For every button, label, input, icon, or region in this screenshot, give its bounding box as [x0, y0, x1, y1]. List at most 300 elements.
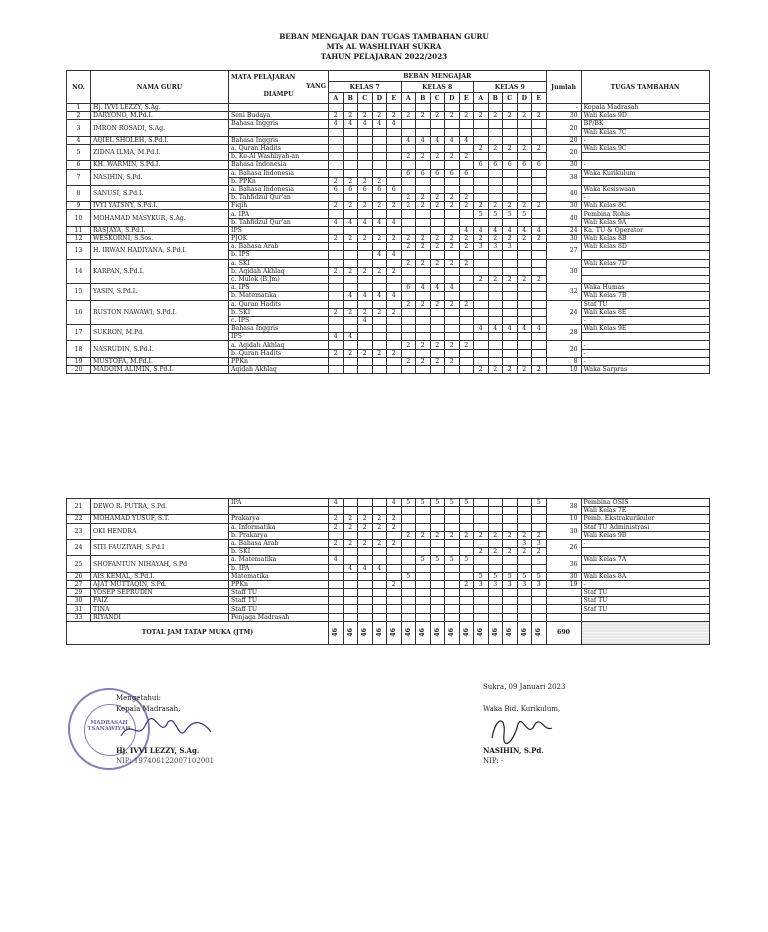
row-jam-cell [459, 218, 474, 226]
row-jumlah: 30 [546, 523, 581, 539]
row-jam-cell [474, 104, 489, 112]
row-jam-cell: 2 [430, 243, 445, 251]
row-mata-pelajaran: b. SKI [229, 308, 329, 316]
col-kelas-9: KELAS 9 [474, 82, 547, 93]
row-no: 21 [67, 499, 91, 515]
row-jam-cell: 2 [358, 515, 373, 523]
row-jam-cell [445, 210, 460, 218]
row-jam-cell: 2 [372, 523, 387, 531]
row-jam-cell: 2 [358, 523, 373, 531]
row-mata-pelajaran: c. Mulok (B.Jm) [229, 275, 329, 283]
row-jam-cell [474, 292, 489, 300]
row-jam-cell [401, 210, 416, 218]
row-jam-cell [401, 548, 416, 556]
row-jam-cell: 2 [416, 300, 431, 308]
row-jam-cell: 2 [445, 153, 460, 161]
row-no: 24 [67, 539, 91, 555]
row-tugas-tambahan: Wali Kelas 8C [581, 202, 709, 210]
row-jam-cell [459, 275, 474, 283]
row-jam-cell [372, 613, 387, 621]
row-jam-cell [488, 333, 503, 341]
row-jam-cell [459, 605, 474, 613]
row-jumlah: 24 [546, 300, 581, 325]
sign-right-nip: NIP: - [483, 757, 504, 765]
row-jam-cell [372, 366, 387, 374]
row-jam-cell [445, 333, 460, 341]
row-nama-guru: SITI FAUZIYAH, S.Pd.I [91, 539, 229, 555]
row-jam-cell: 4 [372, 120, 387, 128]
row-jam-cell [445, 548, 460, 556]
col-sub-9-B: B [488, 93, 503, 104]
row-jam-cell [358, 556, 373, 564]
row-jam-cell [416, 548, 431, 556]
row-jam-cell [430, 613, 445, 621]
row-jam-cell [532, 556, 547, 564]
row-jam-cell [474, 564, 489, 572]
row-jam-cell [372, 325, 387, 333]
row-jam-cell: 4 [358, 120, 373, 128]
row-jam-cell: 2 [401, 235, 416, 243]
row-mata-pelajaran: Bahasa Inggris [229, 325, 329, 333]
table-row [67, 366, 710, 374]
row-jam-cell [358, 341, 373, 349]
row-jam-cell [358, 605, 373, 613]
table-row [67, 605, 710, 613]
row-jam-cell [503, 128, 518, 136]
total-jtm-cell [517, 621, 532, 644]
row-jam-cell [445, 275, 460, 283]
row-jam-cell [343, 194, 358, 202]
sign-right-name: NASIHIN, S.Pd. [483, 746, 544, 755]
row-jam-cell [329, 128, 344, 136]
row-nama-guru: FAIZ [91, 597, 229, 605]
row-jam-cell [416, 507, 431, 515]
row-jam-cell [387, 333, 402, 341]
row-jam-cell: 2 [416, 357, 431, 365]
row-jam-cell: 2 [503, 112, 518, 120]
row-jam-cell: 4 [358, 564, 373, 572]
row-jam-cell [387, 597, 402, 605]
total-jtm-value: 46 [535, 627, 543, 637]
row-nama-guru: RASJAYA, S.Pd.I. [91, 226, 229, 234]
row-jam-cell [372, 548, 387, 556]
row-jam-cell: 2 [387, 523, 402, 531]
row-jam-cell [532, 613, 547, 621]
row-no: 22 [67, 515, 91, 523]
row-jam-cell [503, 507, 518, 515]
row-jam-cell [329, 572, 344, 580]
row-jam-cell: 2 [401, 112, 416, 120]
row-jam-cell [459, 357, 474, 365]
row-jam-cell [372, 136, 387, 144]
row-jam-cell [387, 161, 402, 169]
row-jam-cell [474, 539, 489, 547]
row-jam-cell [445, 226, 460, 234]
row-jam-cell [459, 128, 474, 136]
col-sub-9-C: C [503, 93, 518, 104]
school-name: MTs AL WASHLIYAH SUKRA [326, 42, 442, 51]
row-jam-cell: 4 [503, 325, 518, 333]
row-no: 29 [67, 589, 91, 597]
row-jam-cell [459, 284, 474, 292]
row-jam-cell [430, 128, 445, 136]
row-jam-cell [459, 325, 474, 333]
row-jam-cell [532, 597, 547, 605]
row-mata-pelajaran: a. Aqidah Akhlaq [229, 341, 329, 349]
row-jumlah: 38 [546, 169, 581, 185]
row-jam-cell [474, 308, 489, 316]
row-jam-cell [503, 539, 518, 547]
row-jam-cell [445, 161, 460, 169]
row-jam-cell: 4 [459, 226, 474, 234]
table-row [67, 235, 710, 243]
row-no: 10 [67, 210, 91, 226]
row-jam-cell [401, 613, 416, 621]
row-jam-cell [401, 325, 416, 333]
row-jam-cell [416, 161, 431, 169]
row-jam-cell: 2 [387, 202, 402, 210]
row-jam-cell: 2 [459, 243, 474, 251]
row-jam-cell: 6 [503, 161, 518, 169]
row-jam-cell [474, 316, 489, 324]
row-jam-cell [401, 267, 416, 275]
row-jam-cell [387, 605, 402, 613]
col-sub-7-B: B [343, 93, 358, 104]
row-jumlah: 30 [546, 112, 581, 120]
row-jam-cell: 2 [503, 144, 518, 152]
row-jam-cell [358, 275, 373, 283]
row-jam-cell [445, 349, 460, 357]
row-nama-guru: H. IRWAN HADIYANA, S.Pd.I. [91, 243, 229, 259]
row-jam-cell [488, 267, 503, 275]
row-jam-cell [503, 259, 518, 267]
row-jam-cell: 2 [343, 349, 358, 357]
table-row [67, 300, 710, 308]
row-jam-cell [329, 210, 344, 218]
row-jam-cell [517, 120, 532, 128]
row-mata-pelajaran: a. Matematika [229, 556, 329, 564]
row-jam-cell: 6 [358, 185, 373, 193]
row-jam-cell: 2 [372, 515, 387, 523]
sign-left-nip: NIP: 197406122007102001 [116, 757, 215, 765]
row-jam-cell [517, 104, 532, 112]
row-jam-cell [445, 564, 460, 572]
row-jam-cell [503, 169, 518, 177]
row-jam-cell: 2 [416, 235, 431, 243]
row-jam-cell [488, 259, 503, 267]
row-jam-cell [488, 597, 503, 605]
row-jam-cell: 5 [459, 556, 474, 564]
table-row [67, 104, 710, 112]
row-jam-cell: 2 [358, 267, 373, 275]
row-nama-guru: OKI HENDRA [91, 523, 229, 539]
total-jtm-cell [343, 621, 358, 644]
row-jam-cell [372, 144, 387, 152]
row-jam-cell [445, 523, 460, 531]
row-mata-pelajaran: a. SKI [229, 259, 329, 267]
row-jam-cell [329, 275, 344, 283]
row-jam-cell [372, 580, 387, 588]
row-jam-cell [503, 177, 518, 185]
row-jam-cell: 2 [445, 202, 460, 210]
row-jam-cell: 2 [430, 153, 445, 161]
row-nama-guru: MOHAMAD MASYKUR, S.Ag. [91, 210, 229, 226]
row-jam-cell [430, 316, 445, 324]
row-jam-cell: 2 [430, 194, 445, 202]
row-jam-cell [387, 226, 402, 234]
table-row [67, 341, 710, 349]
row-jam-cell: 5 [445, 556, 460, 564]
row-jam-cell [488, 185, 503, 193]
row-jam-cell [343, 128, 358, 136]
row-jam-cell [445, 597, 460, 605]
row-no: 17 [67, 325, 91, 341]
total-jtm-cell [372, 621, 387, 644]
row-jam-cell [416, 292, 431, 300]
row-jam-cell: 5 [532, 572, 547, 580]
row-jam-cell [503, 284, 518, 292]
row-tugas-tambahan: Waka Kesiswaan [581, 185, 709, 193]
row-jam-cell: 5 [488, 210, 503, 218]
row-nama-guru: DEWO R. PUTRA, S.Pd. [91, 499, 229, 515]
row-jam-cell: 2 [503, 531, 518, 539]
total-jtm-value: 46 [361, 627, 369, 637]
row-jam-cell [343, 507, 358, 515]
row-jam-cell [517, 267, 532, 275]
row-jam-cell: 2 [329, 235, 344, 243]
row-tugas-tambahan: Wali Kelas 8A [581, 572, 709, 580]
row-jam-cell [430, 251, 445, 259]
row-jam-cell: 5 [503, 210, 518, 218]
row-jam-cell [372, 194, 387, 202]
row-jumlah: 40 [546, 210, 581, 226]
row-jam-cell: 2 [517, 144, 532, 152]
row-jam-cell: 2 [372, 177, 387, 185]
row-jam-cell [416, 185, 431, 193]
row-jam-cell [401, 226, 416, 234]
teaching-load-table-part-1 [66, 70, 710, 374]
row-jam-cell [474, 589, 489, 597]
row-jam-cell [474, 357, 489, 365]
row-tugas-tambahan: Wali Kelas 9D [581, 112, 709, 120]
row-jam-cell: 5 [474, 572, 489, 580]
row-tugas-tambahan: Wali Kelas 9E [581, 325, 709, 333]
row-jam-cell: 4 [372, 292, 387, 300]
row-jam-cell: 2 [329, 523, 344, 531]
row-jam-cell: 2 [372, 308, 387, 316]
row-jam-cell [343, 597, 358, 605]
row-jam-cell: 2 [459, 341, 474, 349]
row-jam-cell [517, 597, 532, 605]
row-jam-cell: 2 [343, 308, 358, 316]
row-no: 4 [67, 136, 91, 144]
row-jam-cell [474, 120, 489, 128]
total-jtm-cell [445, 621, 460, 644]
row-jam-cell [372, 341, 387, 349]
row-mata-pelajaran: b. Tahfidzul Qur'an [229, 218, 329, 226]
row-jam-cell [459, 523, 474, 531]
row-jam-cell: 6 [430, 169, 445, 177]
row-mata-pelajaran: b. SKI [229, 548, 329, 556]
row-nama-guru: RUSTON NAWAWI, S.Pd.I. [91, 300, 229, 325]
row-jam-cell: 2 [343, 539, 358, 547]
row-jam-cell: 4 [532, 226, 547, 234]
row-jam-cell: 4 [430, 136, 445, 144]
row-jam-cell: 3 [532, 580, 547, 588]
row-jam-cell: 6 [474, 161, 489, 169]
row-jam-cell [503, 251, 518, 259]
row-tugas-tambahan [581, 564, 709, 572]
row-mata-pelajaran: b. Matematika [229, 292, 329, 300]
total-jtm-value: 46 [506, 627, 514, 637]
row-jam-cell: 2 [488, 531, 503, 539]
row-jam-cell: 4 [343, 218, 358, 226]
row-jam-cell: 4 [445, 136, 460, 144]
row-jam-cell: 6 [416, 169, 431, 177]
row-jam-cell [358, 128, 373, 136]
row-jam-cell: 4 [401, 136, 416, 144]
row-jam-cell [358, 613, 373, 621]
row-jam-cell [474, 259, 489, 267]
row-jam-cell [372, 316, 387, 324]
row-jam-cell [474, 300, 489, 308]
total-jtm-cell [329, 621, 344, 644]
row-jam-cell [503, 300, 518, 308]
row-jumlah: 20 [546, 341, 581, 357]
row-jam-cell: 5 [401, 572, 416, 580]
row-jam-cell [329, 251, 344, 259]
row-jam-cell [474, 597, 489, 605]
col-mapel-line2: YANG [306, 82, 326, 90]
row-no: 30 [67, 597, 91, 605]
col-sub-7-E: E [387, 93, 402, 104]
row-jam-cell: 2 [517, 366, 532, 374]
row-jam-cell [401, 177, 416, 185]
row-jam-cell [532, 177, 547, 185]
row-jam-cell [372, 597, 387, 605]
row-jam-cell [430, 333, 445, 341]
row-jam-cell: 4 [387, 218, 402, 226]
row-jam-cell: 2 [445, 259, 460, 267]
row-jam-cell [401, 120, 416, 128]
row-jam-cell: 2 [445, 194, 460, 202]
row-jam-cell: 2 [416, 202, 431, 210]
row-jam-cell [430, 589, 445, 597]
row-jam-cell [401, 349, 416, 357]
row-jam-cell [445, 177, 460, 185]
row-jam-cell [474, 284, 489, 292]
row-jam-cell [372, 210, 387, 218]
row-jumlah: 20 [546, 120, 581, 136]
total-jtm-value: 46 [433, 627, 441, 637]
row-jam-cell [401, 597, 416, 605]
row-jam-cell [343, 499, 358, 507]
col-mapel-line3: DIAMPU [263, 91, 294, 99]
row-jam-cell [416, 580, 431, 588]
col-sub-9-D: D [517, 93, 532, 104]
row-jam-cell: 2 [532, 202, 547, 210]
row-jam-cell: 2 [387, 308, 402, 316]
row-mata-pelajaran: a. Quran Hadits [229, 144, 329, 152]
row-jam-cell [387, 210, 402, 218]
row-jam-cell [517, 284, 532, 292]
row-jam-cell [329, 259, 344, 267]
row-mata-pelajaran: b. Prakarya [229, 531, 329, 539]
row-jam-cell [401, 251, 416, 259]
row-jam-cell [329, 564, 344, 572]
row-jam-cell [416, 366, 431, 374]
row-nama-guru: SHOFANTUN NIHAYAH, S.Pd [91, 556, 229, 572]
row-jam-cell: 5 [445, 499, 460, 507]
row-mata-pelajaran [229, 507, 329, 515]
row-jam-cell [517, 243, 532, 251]
row-tugas-tambahan: - [581, 539, 709, 547]
row-jam-cell: 2 [532, 235, 547, 243]
row-jam-cell: 2 [488, 144, 503, 152]
row-jam-cell [372, 128, 387, 136]
row-jam-cell [445, 251, 460, 259]
row-mata-pelajaran: PJOK [229, 235, 329, 243]
row-jam-cell [517, 259, 532, 267]
row-jam-cell [459, 613, 474, 621]
row-jam-cell [430, 177, 445, 185]
row-jam-cell [445, 539, 460, 547]
row-jam-cell [445, 572, 460, 580]
row-jam-cell [517, 128, 532, 136]
row-jam-cell [488, 341, 503, 349]
row-jam-cell [503, 194, 518, 202]
row-jam-cell: 5 [532, 499, 547, 507]
row-jam-cell [387, 507, 402, 515]
row-mata-pelajaran: Bahasa Inggris [229, 120, 329, 128]
row-tugas-tambahan [581, 251, 709, 259]
row-no: 13 [67, 243, 91, 259]
row-no: 2 [67, 112, 91, 120]
row-jam-cell [430, 275, 445, 283]
total-jtm-cell [488, 621, 503, 644]
row-jam-cell [387, 564, 402, 572]
row-jam-cell [488, 556, 503, 564]
row-jam-cell [445, 325, 460, 333]
row-jam-cell [430, 597, 445, 605]
row-nama-guru: IMRON ROSADI, S.Ag. [91, 120, 229, 136]
total-jtm-value: 46 [419, 627, 427, 637]
row-jam-cell [445, 589, 460, 597]
row-jam-cell: 2 [387, 235, 402, 243]
row-nama-guru: KARPAN, S.Pd.I. [91, 259, 229, 284]
row-mata-pelajaran: Bahasa Indonesia [229, 161, 329, 169]
row-jam-cell: 2 [372, 267, 387, 275]
row-jam-cell [517, 292, 532, 300]
table-row [67, 259, 710, 267]
row-jam-cell [343, 104, 358, 112]
row-jam-cell [532, 259, 547, 267]
row-jam-cell [532, 194, 547, 202]
row-jam-cell [329, 292, 344, 300]
row-jam-cell: 5 [474, 210, 489, 218]
row-jam-cell: 2 [517, 112, 532, 120]
row-jumlah [546, 589, 581, 597]
row-jam-cell [532, 515, 547, 523]
row-mata-pelajaran: PPKn [229, 357, 329, 365]
row-nama-guru: WESKORNI, S.Sos. [91, 235, 229, 243]
row-tugas-tambahan: Waka Humas [581, 284, 709, 292]
row-jam-cell [488, 218, 503, 226]
row-jam-cell: 2 [459, 531, 474, 539]
row-jam-cell [488, 300, 503, 308]
row-jam-cell: 4 [445, 284, 460, 292]
row-tugas-tambahan: Wali Kelas 9C [581, 144, 709, 152]
